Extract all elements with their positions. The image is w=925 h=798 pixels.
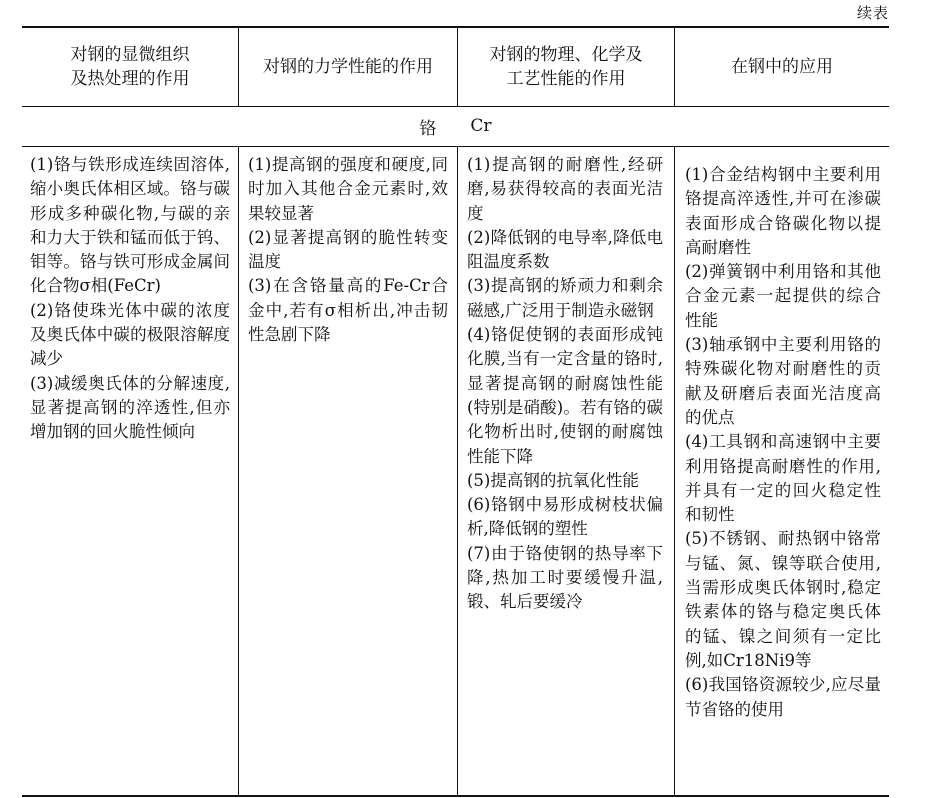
column-mechanical [248, 153, 448, 347]
header-line: 工艺性能的作用 [506, 69, 626, 89]
header-cell-microstructure [22, 28, 238, 106]
header-line: 在钢中的应用 [731, 57, 833, 77]
section-bottom-rule [22, 146, 889, 147]
element-name: 铬 [419, 118, 437, 139]
list-item: (6)铬钢中易形成树枝状偏析,降低钢的塑性 [467, 495, 663, 539]
continuation-label: 续表 [856, 4, 889, 22]
header-cell-mechanical [239, 28, 457, 106]
list-item: (4)工具钢和高速钢中主要利用铬提高耐磨性的作用,并具有一定的回火稳定性和韧性 [685, 432, 881, 525]
header-cell-application [675, 28, 889, 106]
list-item: (1)合金结构钢中主要利用铬提高淬透性,并可在渗碳表面形成合铬碳化物以提高耐磨性 [685, 165, 881, 257]
table-bottom-rule [22, 795, 889, 797]
list-item: (2)铬使珠光体中碳的浓度及奥氏体中碳的极限溶解度减少 [30, 300, 230, 369]
list-item: (3)在含铬量高的Fe-Cr合金中,若有σ相析出,冲击韧性急剧下降 [248, 276, 448, 345]
list-item: (5)提高钢的抗氧化性能 [467, 470, 639, 490]
list-item: (2)弹簧钢中利用铬和其他合金元素一起提供的综合性能 [685, 262, 881, 330]
list-item: (7)由于铬使钢的热导率下降,热加工时要缓慢升温,锻、轧后要缓冷 [467, 543, 663, 612]
column-divider [457, 146, 458, 796]
list-item: (1)提高钢的强度和硬度,同时加入其他合金元素时,效果较显著 [248, 155, 448, 223]
header-cell-physical-chemical [458, 28, 674, 106]
column-microstructure [30, 153, 230, 445]
column-divider [238, 146, 239, 796]
list-item: (1)提高钢的耐磨性,经研磨,易获得较高的表面光洁度 [467, 155, 663, 223]
list-item: (2)降低钢的电导率,降低电阻温度系数 [467, 227, 663, 272]
list-item: (4)铬促使钢的表面形成钝化膜,当有一定含量的铬时,显著提高钢的耐腐蚀性能(特别是硝酸)。若有铬的碳化物析出时,使钢的耐腐蚀性能下降 [467, 325, 663, 466]
header-line: 对钢的物理、化学及 [489, 45, 643, 65]
list-item: (3)轴承钢中主要利用铬的特殊碳化物对耐磨性的贡献及研磨后表面光洁度高的优点 [685, 335, 881, 427]
list-item: (3)提高钢的矫顽力和剩余磁感,广泛用于制造永磁钢 [467, 276, 663, 320]
element-symbol: Cr [470, 116, 492, 136]
list-item: (5)不锈钢、耐热钢中铬常与锰、氮、镍等联合使用,当需形成奥氏体钢时,稳定铁素体的铬与稳定奥氏体的锰、镍之间须有一定比例,如Cr18Ni9等 [685, 529, 881, 670]
column-divider [674, 146, 675, 796]
column-physical-chemical [467, 153, 663, 615]
header-line: 对钢的显微组织 [70, 45, 190, 65]
list-item: (6)我国铬资源较少,应尽量节省铬的使用 [685, 675, 881, 719]
header-line: 及热处理的作用 [70, 69, 190, 89]
element-section-title [22, 106, 889, 146]
header-line: 对钢的力学性能的作用 [263, 57, 433, 77]
list-item: (1)铬与铁形成连续固溶体,缩小奥氏体相区域。铬与碳形成多种碳化物,与碳的亲和力大于铁和锰而低于钨、钼等。铬与铁可形成金属间化合物σ相(FeCr) [30, 155, 230, 296]
list-item: (3)减缓奥氏体的分解速度,显著提高钢的淬透性,但亦增加钢的回火脆性倾向 [30, 373, 230, 442]
list-item: (2)显著提高钢的脆性转变温度 [248, 227, 448, 272]
column-application [685, 163, 881, 722]
